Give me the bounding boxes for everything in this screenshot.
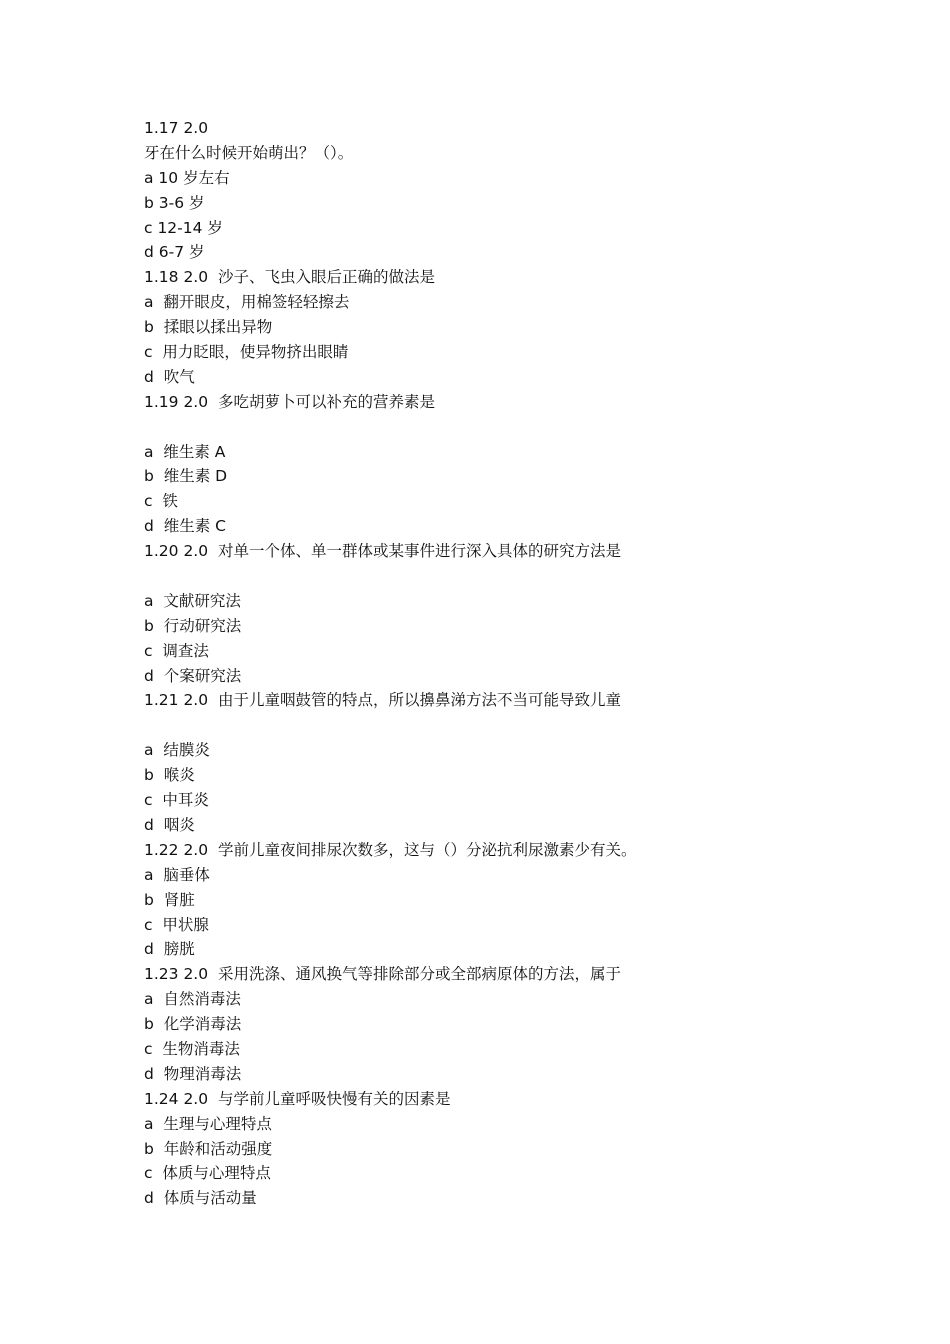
question-line — [144, 539, 864, 564]
question-stem: 牙在什么时候开始萌出？（）。 — [144, 143, 354, 162]
question-line — [144, 265, 864, 290]
question-stem: 与学前儿童呼吸快慢有关的因素是 — [217, 1089, 451, 1108]
option-b: b 年龄和活动强度 — [144, 1139, 273, 1158]
option-b: b 喉炎 — [144, 766, 195, 785]
option-c: c 调查法 — [144, 641, 209, 660]
blank-line — [144, 564, 864, 589]
option-a: a 文献研究法 — [144, 591, 241, 610]
question-header: 1.21 2.0 — [144, 691, 209, 710]
option-d: d 6-7 岁 — [144, 243, 205, 262]
question-list — [144, 116, 864, 1211]
blank-line — [144, 415, 864, 440]
option-a: a 脑垂体 — [144, 865, 210, 884]
option-d: d 体质与活动量 — [144, 1189, 257, 1208]
option-a: a 10 岁左右 — [144, 168, 230, 187]
question-stem: 采用洗涤、通风换气等排除部分或全部病原体的方法，属于 — [217, 965, 621, 984]
question-line — [144, 962, 864, 987]
question-header: 1.17 2.0 — [144, 119, 209, 137]
option-c: c 用力眨眼，使异物挤出眼睛 — [144, 343, 349, 362]
question-header: 1.20 2.0 — [144, 542, 209, 561]
option-d: d 个案研究法 — [144, 666, 242, 685]
option-a: a 翻开眼皮，用棉签轻轻擦去 — [144, 293, 350, 312]
question-stem: 由于儿童咽鼓管的特点，所以擤鼻涕方法不当可能导致儿童 — [217, 691, 621, 710]
option-b: b 3-6 岁 — [144, 193, 205, 212]
question-header: 1.24 2.0 — [144, 1089, 209, 1108]
option-c: c 生物消毒法 — [144, 1039, 240, 1058]
question-line — [144, 1087, 864, 1112]
option-d: d 维生素 C — [144, 517, 226, 536]
option-d: d 咽炎 — [144, 815, 195, 834]
option-c: c 12-14 岁 — [144, 218, 223, 237]
question-line — [144, 390, 864, 415]
option-c: c 体质与心理特点 — [144, 1164, 271, 1183]
question-header: 1.22 2.0 — [144, 840, 209, 859]
question-stem: 学前儿童夜间排尿次数多，这与（）分泌抗利尿激素少有关。 — [217, 840, 637, 859]
option-a: a 维生素 A — [144, 442, 226, 461]
option-d: d 物理消毒法 — [144, 1064, 242, 1083]
question-stem: 沙子、飞虫入眼后正确的做法是 — [217, 268, 435, 287]
option-b: b 揉眼以揉出异物 — [144, 318, 273, 337]
option-c: c 中耳炎 — [144, 791, 209, 810]
option-b: b 肾脏 — [144, 890, 195, 909]
question-stem: 多吃胡萝卜可以补充的营养素是 — [217, 392, 435, 411]
question-header: 1.23 2.0 — [144, 965, 209, 984]
option-b: b 维生素 D — [144, 467, 228, 486]
option-c: c 甲状腺 — [144, 915, 209, 934]
option-a: a 生理与心理特点 — [144, 1114, 272, 1133]
question-header: 1.18 2.0 — [144, 268, 209, 287]
option-a: a 结膜炎 — [144, 741, 210, 760]
option-c: c 铁 — [144, 492, 178, 511]
option-a: a 自然消毒法 — [144, 990, 241, 1009]
option-b: b 化学消毒法 — [144, 1015, 242, 1034]
option-b: b 行动研究法 — [144, 616, 242, 635]
question-line — [144, 838, 864, 863]
question-stem: 对单一个体、单一群体或某事件进行深入具体的研究方法是 — [217, 542, 621, 561]
question-header: 1.19 2.0 — [144, 392, 209, 411]
blank-line — [144, 713, 864, 738]
question-line — [144, 688, 864, 713]
option-d: d 吹气 — [144, 367, 195, 386]
option-d: d 膀胱 — [144, 940, 195, 959]
